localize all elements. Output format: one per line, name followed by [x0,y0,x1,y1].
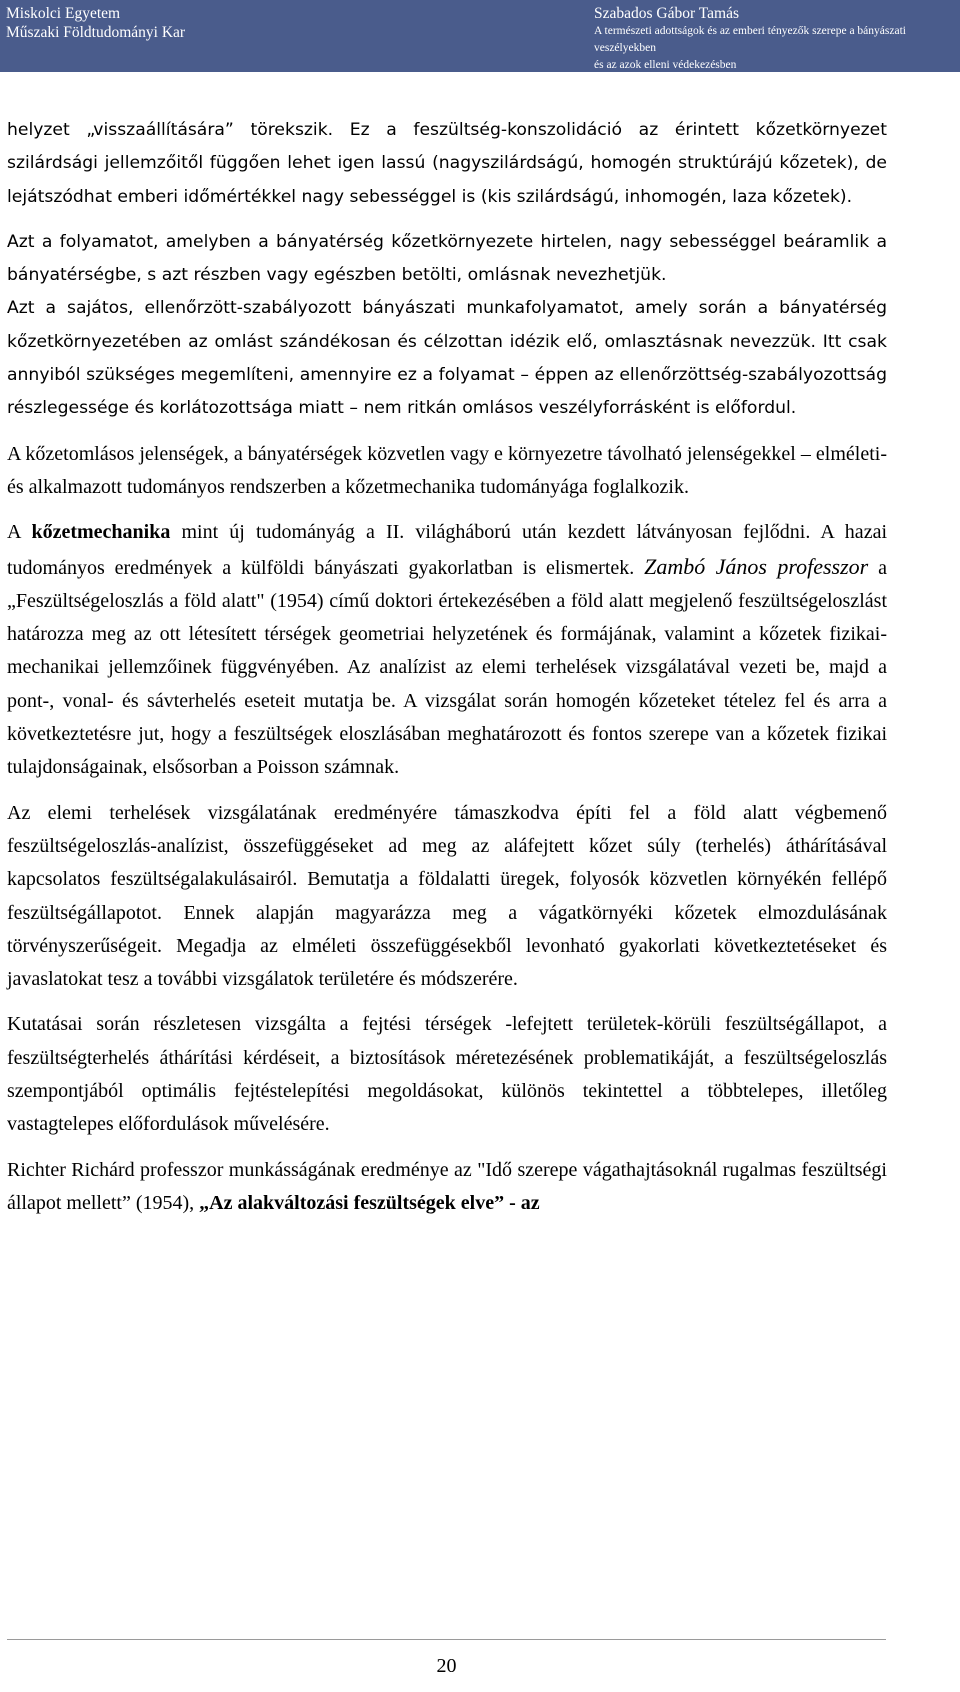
page-header [0,0,960,72]
paragraph-5-a: A [7,521,32,544]
header-right [594,4,956,74]
faculty-name: Műszaki Földtudományi Kar [6,24,186,41]
paragraph-8 [7,1154,887,1221]
paragraph-2: Azt a folyamatot, amelyben a bányatérség kőzetkörnyezete hirtelen, nagy sebességgel beáramlik a bányatérségbe, s azt részben vagy egészben betölti, omlásnak nevezhetjük. [7,231,887,286]
paragraph-8-bold: „Az alakváltozási feszültségek elve” - az [199,1191,540,1214]
paragraph-5-c: a „Feszültségeloszlás a föld alatt" (1954) című doktori értekezésében a föld alatt megjelenő feszültségeloszlást határozza meg az ott létesített térségek geometriai helyzetének és formájának, valamint a kőzetek fizikai-mechanikai jellemzőinek függvényében. Az analízist az elemi terhelések vizsgálatával vezeti be, majd a pont-, vonal- és sávterhelés eseteit mutatja be. A vizsgálat során homogén kőzeteket tételez fel és arra a következtetésre jut, hogy a feszültségek eloszlásában meghatározott és fontos szerepe van a kőzetek fizikai tulajdonságainak, elsősorban a Poisson számnak. [7,556,887,779]
footer-divider [7,1639,886,1640]
paragraph-4: A kőzetomlásos jelenségek, a bányatérségek közvetlen vagy e környezetre távolható jelenségekkel – elméleti- és alkalmazott tudományos rendszerben a kőzetmechanika tudományága foglalkozik. [7,442,887,498]
paragraph-3: Azt a sajátos, ellenőrzött-szabályozott bányászati munkafolyamatot, amely során a bányatérség kőzetkörnyezetében az omlást szándékosan és célzottan idézik elő, omlasztásnak nevezzük. Itt csak annyiból szükséges megemlíteni, amennyire ez a folyamat – éppen az ellenőrzöttség-szabályozottság részlegessége és korlátozottsága miatt – nem ritkán omlásos veszélyforrásként is előfordul. [7,298,887,419]
paragraph-7: Kutatásai során részletesen vizsgálta a fejtési térségek -lefejtett területek-körüli feszültségállapot, a feszültségterhelés áthárítási kérdéseit, a biztosítások méretezésének problematikáját, a feszültségeloszlás szempontjából optimális fejtéstelepítési megoldásokat, különös tekintettel a többtelepes, illetőleg vastagtelepes előfordulások művelésére. [7,1013,887,1136]
thesis-title-line2: és az azok elleni védekezésben [594,59,737,71]
page-number: 20 [436,1655,457,1677]
body-text [7,114,887,1232]
header-left [6,4,185,42]
paragraph-1: helyzet „visszaállítására” törekszik. Ez a feszültség-konszolidáció az érintett kőzetkörnyezet szilárdsági jellemzőitől függően lehet igen lassú (nagyszilárdságú, homogén struktúrájú kőzetek), de lejátszódhat emberi időmértékkel nagy sebességgel is (kis szilárdságú, inhomogén, laza kőzetek). [7,120,887,207]
keyword-rock-mechanics: kőzetmechanika [31,521,171,544]
thesis-title-line1: A természeti adottságok és az emberi tényezők szerepe a bányászati veszélyekben [594,25,906,54]
university-name: Miskolci Egyetem [6,5,121,22]
paragraph-5 [7,516,887,784]
paragraph-6: Az elemi terhelések vizsgálatának eredményére támaszkodva építi fel a föld alatt végbemenő feszültségeloszlás-analízist, összefüggéseket ad meg az aláfejtett kőzet súly (terhelés) áthárításával kapcsolatos feszültségalakulásairól. Bemutatja a földalatti üregek, folyosók közvetlen környékén fellépő feszültségállapotot. Ennek alapján magyarázza meg a vágatkörnyéki kőzetek elmozdulásának törvényszerűségeit. Megadja az elméleti összefüggésekből levonható gyakorlati következtetéseket és javaslatokat tesz a további vizsgálatok területére és módszerére. [7,801,887,991]
author-reference-zambo: Zambó János professzor [644,553,869,579]
author-name: Szabados Gábor Tamás [594,5,739,22]
paragraph-5-b: mint új tudományág a II. világháború után kezdett látványosan fejlődni. A hazai tudományos eredmények a külföldi bányászati gyakorlatban is elismertek. [7,521,887,579]
paragraph-8-a: Richter Richárd professzor munkásságának eredménye az "Idő szerepe vágathajtásoknál rugalmas feszültségi állapot mellett” (1954), [7,1158,887,1214]
